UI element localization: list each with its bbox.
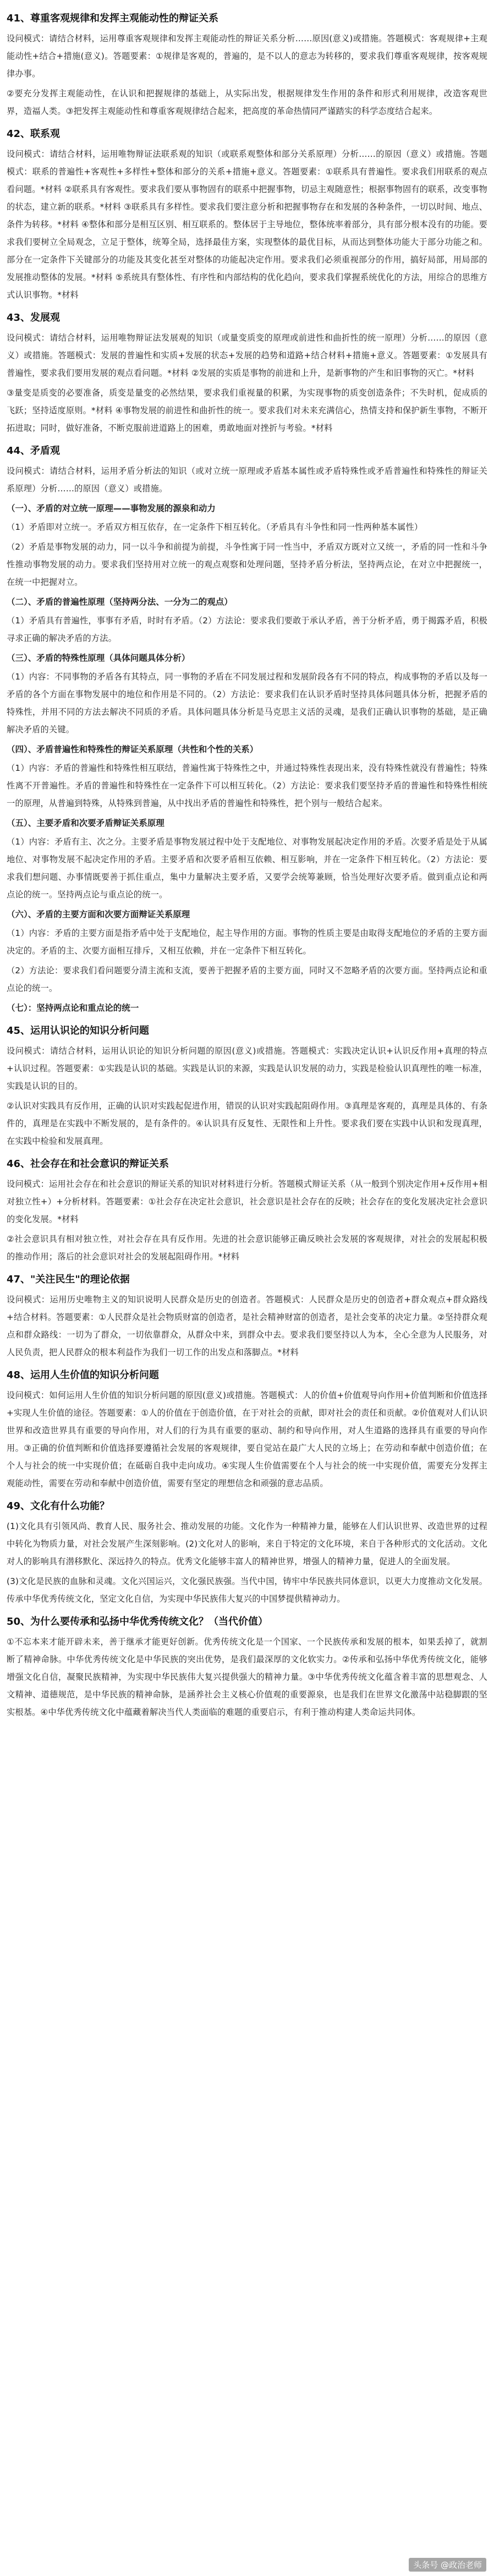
section-title: 42、联系观 [7, 128, 61, 140]
subsection-paragraph: （1）矛盾即对立统一。矛盾双方相互依存，在一定条件下相互转化。（矛盾具有斗争性和同一性两种基本属性） [7, 522, 423, 532]
section-title: 48、运用人生价值的知识分析问题 [7, 1369, 160, 1381]
subsection-paragraph: （1）矛盾具有普遍性，事事有矛盾，时时有矛盾。（2）方法论：要求我们要敢于承认矛盾，善于分析矛盾，勇于揭露矛盾，积极寻求正确的解决矛盾的方法。 [7, 616, 487, 643]
section-paragraph: (1)文化具有引领风尚、教育人民、服务社会、推动发展的功能。文化作为一种精神力量，能够在人们认识世界、改造世界的过程中转化为物质力量，对社会发展产生深刻影响。(2)文化对人的影响，来自于特定的文化环境，来自于各种形式的文化活动。文化对人的影响具有潜移默化、深远持久的特点。优秀文化能够丰富人的精神世界，增强人的精神力量，促进人的全面发展。 [7, 1521, 487, 1566]
section-paragraph: 设问模式：请结合材料，运用矛盾分析法的知识（或对立统一原理或矛盾基本属性或矛盾特殊性或矛盾普遍性和特殊性的辩证关系原理）分析……的原因（意义）或措施。 [7, 466, 487, 494]
section-paragraph: ②认识对实践具有反作用，正确的认识对实践起促进作用，错误的认识对实践起阻碍作用。③真理是客观的，真理是具体的、有条件的，真理是在实践中不断发展的，是有条件的。④认识具有反复性、无限性和上升性。要求我们要在实践中认识和发现真理，在实践中检验和发展真理。 [7, 1101, 487, 1146]
section-paragraph: 设问模式：如何运用人生价值的知识分析问题的原因(意义)或措施。答题模式：人的价值+价值观导向作用+价值判断和价值选择+实现人生价值的途径。答题要素：①人的价值在于创造价值，在于对社会的贡献，即对社会的责任和贡献。②价值观对人们认识世界和改造世界具有重要的导向作用，对人们的行为具有重要的驱动、制约和导向作用，对人生道路的选择具有重要的导向作用。③正确的价值判断和价值选择要遵循社会发展的客观规律，要自觉站在最广大人民的立场上；在劳动和奉献中创造价值；在个人与社会的统一中实现价值；在砥砺自我中走向成功。④实现人生价值需要在个人与社会的统一中实现价值，需要充分发挥主观能动性，需要在劳动和奉献中创造价值，需要有坚定的理想信念和顽强的意志品质。 [7, 1390, 487, 1488]
watermark: 头条号 @政治老师 [409, 2558, 486, 2572]
section-paragraph: 设问模式：运用社会存在和社会意识的辩证关系的知识对材料进行分析。答题模式辩证关系（从一般到个别决定作用+反作用+相对独立性+）+分析材料。答题要素：①社会存在决定社会意识，社会意识是社会存在的反映；社会存在的变化发展决定社会意识的变化发展。*材料 [7, 1179, 487, 1224]
section-paragraph: 设问模式：请结合材料，运用尊重客观规律和发挥主观能动性的辩证关系分析……原因(意义)或措施。答题模式：客观规律+主观能动性+结合+措施(意义)。答题要素：①规律是客观的，普遍的，是不以人的意志为转移的，要求我们尊重客观规律，按客观规律办事。 [7, 34, 487, 79]
subsection-title: （四）、矛盾普遍性和特殊性的辩证关系原理（共性和个性的关系） [7, 744, 259, 754]
subsection-title: （一）、矛盾的对立统一原理——事物发展的源泉和动力 [7, 503, 216, 513]
section-paragraph: ①不忘本来才能开辟未来，善于继承才能更好创新。优秀传统文化是一个国家、一个民族传承和发展的根本，如果丢掉了，就割断了精神命脉。中华优秀传统文化是中华民族的突出优势，是我们最深厚的文化软实力。②传承和弘扬中华优秀传统文化，能够增强文化自信，凝聚民族精神，为实现中华民族伟大复兴提供强大的精神力量。③中华优秀传统文化蕴含着丰富的思想观念、人文精神、道德规范，是中华民族的精神命脉，是涵养社会主义核心价值观的重要源泉，也是我们在世界文化激荡中站稳脚跟的坚实根基。④中华优秀传统文化中蕴藏着解决当代人类面临的难题的重要启示，有利于推动构建人类命运共同体。 [7, 1637, 487, 1717]
section-title: 45、运用认识论的知识分析问题 [7, 1025, 150, 1037]
subsection-paragraph: （1）内容：矛盾的普遍性和特殊性相互联结，普遍性寓于特殊性之中，并通过特殊性表现出来，没有特殊性就没有普遍性；特殊性离不开普遍性。矛盾的普遍性和特殊性在一定条件下可以相互转化。（2）方法论：要求我们要坚持矛盾的普遍性和特殊性相统一的原理，从普遍到特殊，从特殊到普遍，从中找出矛盾的普遍性和特殊性，把个别与一般结合起来。 [7, 763, 487, 808]
subsection-title: （三）、矛盾的特殊性原理（具体问题具体分析） [7, 653, 190, 663]
section-title: 46、社会存在和社会意识的辩证关系 [7, 1158, 169, 1170]
section-paragraph: 设问模式：请结合材料，运用唯物辩证法发展观的知识（或量变质变的原理或前进性和曲折性的统一原理）分析……的原因（意义）或措施。答题模式：发展的普遍性和实质+发展的状态+发展的趋势和道路+结合材料+措施+意义。答题要素：①发展具有普遍性，要求我们要用发展的观点看问题。*材料 ②发展的实质是事物的前进和上升，是新事物的产生和旧事物的灭亡。*材料 [7, 333, 487, 378]
section-paragraph: 设问模式：请结合材料，运用认识论的知识分析问题的原因(意义)或措施。答题模式：实践决定认识+认识反作用+真理的特点+认识过程。答题要素：①实践是认识的基础。实践是认识的来源，实践是认识发展的动力，实践是检验认识真理性的唯一标准，实践是认识的目的。 [7, 1046, 487, 1091]
subsection-paragraph: （1）内容：矛盾的主要方面是指矛盾中处于支配地位，起主导作用的方面。事物的性质主要是由取得支配地位的矛盾的主要方面决定的。矛盾的主、次要方面相互排斥，又相互依赖，并在一定条件下相互转化。 [7, 928, 487, 956]
section-title: 43、发展观 [7, 312, 61, 324]
section-title: 50、为什么要传承和弘扬中华优秀传统文化？（当代价值） [7, 1616, 268, 1627]
subsection-title: （六）、矛盾的主要方面和次要方面辩证关系原理 [7, 909, 190, 919]
section-paragraph: ③量变是质变的必要准备，质变是量变的必然结果，要求我们重视量的积累，为实现事物的质变创造条件；不失时机，促成质的飞跃；坚持适度原则。*材料 ④事物发展的前进性和曲折性的统一。要求我们对未来充满信心，热情支持和保护新生事物，不断开拓进取；同时，做好准备，不断克服前进道路上的困难，勇敢地面对挫折与考验。*材料 [7, 388, 487, 433]
section-title: 41、尊重客观规律和发挥主观能动性的辩证关系 [7, 13, 219, 24]
subsection-paragraph: （1）内容：不同事物的矛盾各有其特点，同一事物的矛盾在不同发展过程和发展阶段各有不同的特点，构成事物的矛盾以及每一矛盾的各个方面在事物发展中的地位和作用是不同的。（2）方法论：要求我们在认识矛盾时坚持具体问题具体分析，把握矛盾的特殊性，并用不同的方法去解决不同质的矛盾。具体问题具体分析是马克思主义活的灵魂，是我们正确认识事物的基础，是正确解决矛盾的关键。 [7, 672, 487, 735]
subsection-paragraph: （2）矛盾是事物发展的动力，同一以斗争和前提为前提，斗争性寓于同一性当中，矛盾双方既对立又统一，矛盾的同一性和斗争性推动事物发展的动力。要求我们坚持用对立统一的观点观察和处理问题，坚持矛盾分析法，坚持两点论，在对立中把握统一，在统一中把握对立。 [7, 542, 487, 587]
subsection-paragraph: （1）内容：矛盾有主、次之分。主要矛盾是事物发展过程中处于支配地位、对事物发展起决定作用的矛盾。次要矛盾是处于从属地位、对事物发展不起决定作用的矛盾。主要矛盾和次要矛盾相互依赖、相互影响，并在一定条件下相互转化。（2）方法论：要求我们想问题、办事情既要善于抓住重点，集中力量解决主要矛盾，又要学会统筹兼顾，恰当处理好次要矛盾。做到重点论和两点论的统一。坚持两点论与重点论的统一。 [7, 837, 487, 900]
section-paragraph: ②要充分发挥主观能动性，在认识和把握规律的基础上，从实际出发，根据规律发生作用的条件和形式利用规律，改造客观世界，造福人类。③把发挥主观能动性和尊重客观规律结合起来，把高度的革命热情同严谨踏实的科学态度结合起来。 [7, 89, 487, 116]
section-paragraph: ②社会意识具有相对独立性，对社会存在具有反作用。先进的社会意识能够正确反映社会发展的客观规律，对社会的发展起积极的推动作用；落后的社会意识对社会的发展起阻碍作用。*材料 [7, 1234, 487, 1262]
section-title: 47、"关注民生"的理论依据 [7, 1274, 130, 1285]
section-paragraph: 设问模式：运用历史唯物主义的知识说明人民群众是历史的创造者。答题模式：人民群众是历史的创造者+群众观点+群众路线+结合材料。答题要素：①人民群众是社会物质财富的创造者，是社会精神财富的创造者，是社会变革的决定力量。②坚持群众观点和群众路线：一切为了群众，一切依靠群众，从群众中来，到群众中去。要求我们要坚持以人为本，全心全意为人民服务，对人民负责，把人民群众的根本利益作为我们一切工作的出发点和落脚点。*材料 [7, 1295, 487, 1357]
subsection-title: （五）、主要矛盾和次要矛盾辩证关系原理 [7, 818, 164, 828]
subsection-title: （七）：坚持两点论和重点论的统一 [7, 1003, 139, 1013]
section-paragraph: (3)文化是民族的血脉和灵魂。文化兴国运兴，文化强民族强。当代中国，铸牢中华民族共同体意识，以更大力度推动文化发展。传承中华优秀传统文化，坚定文化自信，为实现中华民族伟大复兴的中国梦提供精神动力。 [7, 1576, 487, 1604]
subsection-title: （二）、矛盾的普遍性原理（坚持两分法、一分为二的观点） [7, 597, 233, 607]
subsection-paragraph: （2）方法论：要求我们看问题要分清主流和支流，要善于把握矛盾的主要方面，同时又不忽略矛盾的次要方面。坚持两点论和重点论的统一。 [7, 966, 487, 993]
section-title: 49、文化有什么功能？ [7, 1500, 110, 1512]
section-paragraph: 设问模式：请结合材料，运用唯物辩证法联系观的知识（或联系观整体和部分关系原理）分析……的原因（意义）或措施。答题模式：联系的普遍性+客观性+多样性+整体和部分的关系+措施+意义。答题要素：①联系具有普遍性。要求我们用联系的观点看问题。*材料 ②联系具有客观性。要求我们要从事物固有的联系中把握事物，切忌主观随意性；根据事物固有的联系，改变事物的状态，建立新的联系。*材料 ③联系具有多样性。要求我们要注意分析和把握事物存在和发展的各种条件，一切以时间、地点、条件为转移。*材料 ④整体和部分是相互区别、相互联系的。整体居于主导地位，整体统率着部分，具有部分根本没有的功能。要求我们要树立全局观念，立足于整体，统筹全局，选择最佳方案，实现整体的最优目标，从而达到整体功能大于部分功能之和。部分在一定条件下关键部分的功能及其变化甚至对整体的功能起决定作用。要求我们必须重视部分的作用，搞好局部，用局部的发展推动整体的发展。*材料 ⑤系统具有整体性、有序性和内部结构的优化趋向，要求我们掌握系统优化的方法，用综合的思维方式认识事物。*材料 [7, 149, 487, 300]
section-title: 44、矛盾观 [7, 445, 61, 457]
